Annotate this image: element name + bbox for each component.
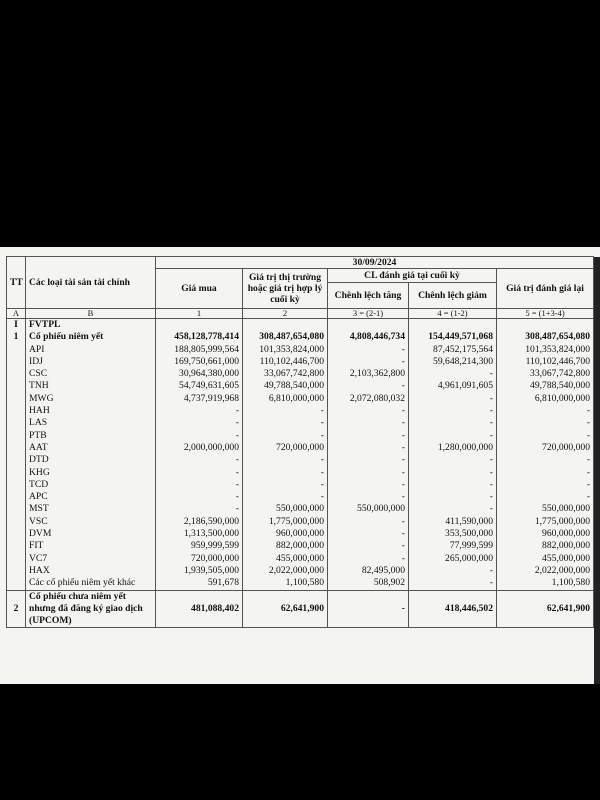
cell-tt [7, 454, 26, 466]
cell-revalued: 882,000,000 [497, 540, 594, 552]
cell-revalued: 62,641,900 [497, 590, 594, 627]
cell-revalued: - [497, 491, 594, 503]
table-row [7, 331, 594, 343]
cell-cost: - [156, 454, 243, 466]
table-row [7, 356, 594, 368]
cell-name: HAX [26, 565, 156, 577]
table-row [7, 380, 594, 392]
cell-decrease: 411,590,000 [409, 516, 497, 528]
table-row [7, 467, 594, 479]
cell-revalued: - [497, 430, 594, 442]
cell-market: 2,022,000,000 [243, 565, 328, 577]
cell-increase: - [328, 417, 409, 429]
cell-tt [7, 565, 26, 577]
cell-decrease: - [409, 467, 497, 479]
index-cell: 3 = (2-1) [328, 309, 409, 319]
cell-cost: 54,749,631,605 [156, 380, 243, 392]
cell-decrease: 418,446,502 [409, 590, 497, 627]
cell-revalued: 960,000,000 [497, 528, 594, 540]
cell-decrease: - [409, 479, 497, 491]
cell-increase: - [328, 516, 409, 528]
cell-decrease: 1,280,000,000 [409, 442, 497, 454]
cell-increase: 550,000,000 [328, 503, 409, 515]
cell-market: 101,353,824,000 [243, 344, 328, 356]
index-row [7, 309, 594, 319]
header-market-value: Giá trị thị trường hoặc giá trị hợp lý cuối kỳ [243, 269, 328, 309]
cell-increase: - [328, 454, 409, 466]
cell-increase: - [328, 467, 409, 479]
cell-market: 1,775,000,000 [243, 516, 328, 528]
cell-decrease: 265,000,000 [409, 553, 497, 565]
cell-cost: - [156, 479, 243, 491]
cell-market: 308,487,654,080 [243, 331, 328, 343]
cell-revalued: 101,353,824,000 [497, 344, 594, 356]
cell-decrease: - [409, 503, 497, 515]
table-row [7, 491, 594, 503]
cell-name: KHG [26, 467, 156, 479]
table-row [7, 393, 594, 405]
table-row [7, 516, 594, 528]
header-decrease: Chênh lệch giảm [409, 283, 497, 309]
cell-revalued: - [497, 479, 594, 491]
cell-tt [7, 344, 26, 356]
cell-tt: 2 [7, 590, 26, 627]
cell-name: LAS [26, 417, 156, 429]
cell-revalued: - [497, 454, 594, 466]
cell-tt [7, 380, 26, 392]
cell-tt: 1 [7, 331, 26, 343]
table-row-upcom [7, 590, 594, 627]
index-cell: 1 [156, 309, 243, 319]
cell-revalued: 455,000,000 [497, 553, 594, 565]
header-revalued: Giá trị đánh giá lại [497, 269, 594, 309]
table-row [7, 430, 594, 442]
cell-revalued: - [497, 417, 594, 429]
cell-revalued: 550,000,000 [497, 503, 594, 515]
cell-decrease [409, 319, 497, 332]
table-row [7, 368, 594, 380]
cell-name: TNH [26, 380, 156, 392]
cell-increase: 2,072,080,032 [328, 393, 409, 405]
cell-market: 62,641,900 [243, 590, 328, 627]
cell-name: DTD [26, 454, 156, 466]
table-row [7, 344, 594, 356]
cell-tt [7, 430, 26, 442]
cell-name: FIT [26, 540, 156, 552]
cell-decrease: - [409, 405, 497, 417]
cell-name: Các cổ phiếu niêm yết khác [26, 577, 156, 590]
cell-cost: 30,964,380,000 [156, 368, 243, 380]
cell-decrease: 4,961,091,605 [409, 380, 497, 392]
cell-increase: - [328, 528, 409, 540]
header-diff-group: CL đánh giá tại cuối kỳ [328, 269, 497, 283]
cell-increase: - [328, 590, 409, 627]
table-row [7, 577, 594, 590]
cell-name: MST [26, 503, 156, 515]
cell-market: 960,000,000 [243, 528, 328, 540]
cell-name: VC7 [26, 553, 156, 565]
cell-name: AAT [26, 442, 156, 454]
cell-decrease: - [409, 491, 497, 503]
cell-name: Cổ phiếu chưa niêm yết nhưng đã đăng ký giao dịch (UPCOM) [26, 590, 156, 627]
cell-tt [7, 393, 26, 405]
cell-tt [7, 405, 26, 417]
table-row [7, 528, 594, 540]
cell-name: APC [26, 491, 156, 503]
cell-tt [7, 503, 26, 515]
cell-cost: 481,088,402 [156, 590, 243, 627]
cell-increase: - [328, 356, 409, 368]
cell-increase: - [328, 553, 409, 565]
cell-tt: I [7, 319, 26, 332]
cell-decrease: - [409, 565, 497, 577]
cell-market: - [243, 467, 328, 479]
cell-name: FVTPL [26, 319, 156, 332]
cell-cost: 458,128,778,414 [156, 331, 243, 343]
cell-market: 1,100,580 [243, 577, 328, 590]
index-cell: A [7, 309, 26, 319]
index-cell: B [26, 309, 156, 319]
cell-name: HAH [26, 405, 156, 417]
cell-cost: - [156, 467, 243, 479]
header-asset-type: Các loại tài sản tài chính [26, 257, 156, 309]
cell-name: DVM [26, 528, 156, 540]
table-row [7, 479, 594, 491]
page-edge-shadow [594, 257, 600, 684]
cell-revalued: 49,788,540,000 [497, 380, 594, 392]
cell-increase: - [328, 540, 409, 552]
cell-name: CSC [26, 368, 156, 380]
header-cost: Giá mua [156, 269, 243, 309]
cell-increase: 82,495,000 [328, 565, 409, 577]
cell-increase: - [328, 380, 409, 392]
cell-tt [7, 577, 26, 590]
cell-increase: - [328, 344, 409, 356]
cell-cost: - [156, 491, 243, 503]
cell-cost: 2,000,000,000 [156, 442, 243, 454]
cell-cost: 188,805,999,564 [156, 344, 243, 356]
cell-market: 110,102,446,700 [243, 356, 328, 368]
cell-cost: 720,000,000 [156, 553, 243, 565]
cell-increase: 4,808,446,734 [328, 331, 409, 343]
table-row [7, 553, 594, 565]
cell-increase: - [328, 442, 409, 454]
cell-cost: - [156, 503, 243, 515]
table-row [7, 442, 594, 454]
cell-name: PTB [26, 430, 156, 442]
table-row [7, 319, 594, 332]
index-cell: 5 = (1+3-4) [497, 309, 594, 319]
cell-decrease: 154,449,571,068 [409, 331, 497, 343]
table-row [7, 454, 594, 466]
cell-tt [7, 368, 26, 380]
cell-market: 882,000,000 [243, 540, 328, 552]
cell-market: - [243, 479, 328, 491]
cell-market: - [243, 405, 328, 417]
financial-assets-table [6, 256, 594, 628]
cell-decrease: 77,999,599 [409, 540, 497, 552]
cell-cost: - [156, 405, 243, 417]
cell-cost: 591,678 [156, 577, 243, 590]
cell-name: TCD [26, 479, 156, 491]
index-cell: 2 [243, 309, 328, 319]
cell-decrease: - [409, 577, 497, 590]
cell-cost: 959,999,599 [156, 540, 243, 552]
table-row [7, 565, 594, 577]
cell-decrease: 353,500,000 [409, 528, 497, 540]
cell-market: - [243, 491, 328, 503]
cell-market: - [243, 430, 328, 442]
cell-cost: - [156, 430, 243, 442]
cell-name: MWG [26, 393, 156, 405]
cell-increase: 508,902 [328, 577, 409, 590]
cell-name: IDJ [26, 356, 156, 368]
cell-decrease: - [409, 430, 497, 442]
cell-tt [7, 528, 26, 540]
cell-increase: 2,103,362,800 [328, 368, 409, 380]
cell-increase: - [328, 491, 409, 503]
cell-tt [7, 356, 26, 368]
cell-increase [328, 319, 409, 332]
index-cell: 4 = (1-2) [409, 309, 497, 319]
table-row [7, 503, 594, 515]
cell-market: - [243, 417, 328, 429]
cell-revalued: 308,487,654,080 [497, 331, 594, 343]
cell-tt [7, 417, 26, 429]
cell-revalued: 6,810,000,000 [497, 393, 594, 405]
cell-decrease: - [409, 368, 497, 380]
cell-market [243, 319, 328, 332]
cell-revalued: 110,102,446,700 [497, 356, 594, 368]
cell-market: - [243, 454, 328, 466]
cell-revalued: - [497, 467, 594, 479]
cell-cost: 1,939,505,000 [156, 565, 243, 577]
cell-market: 49,788,540,000 [243, 380, 328, 392]
cell-cost: 169,750,661,000 [156, 356, 243, 368]
cell-name: API [26, 344, 156, 356]
header-increase: Chênh lệch tăng [328, 283, 409, 309]
cell-increase: - [328, 479, 409, 491]
cell-decrease: - [409, 454, 497, 466]
header-period: 30/09/2024 [156, 257, 594, 269]
table-row [7, 540, 594, 552]
table-row [7, 417, 594, 429]
cell-cost [156, 319, 243, 332]
table-row [7, 405, 594, 417]
cell-tt [7, 491, 26, 503]
cell-cost: 2,186,590,000 [156, 516, 243, 528]
cell-decrease: - [409, 393, 497, 405]
cell-market: 550,000,000 [243, 503, 328, 515]
cell-revalued: - [497, 405, 594, 417]
cell-cost: 1,313,500,000 [156, 528, 243, 540]
cell-cost: - [156, 417, 243, 429]
cell-revalued: 1,100,580 [497, 577, 594, 590]
cell-increase: - [328, 405, 409, 417]
document-sheet [0, 247, 600, 684]
cell-cost: 4,737,919,968 [156, 393, 243, 405]
cell-name: Cổ phiếu niêm yết [26, 331, 156, 343]
cell-tt [7, 442, 26, 454]
cell-market: 6,810,000,000 [243, 393, 328, 405]
cell-tt [7, 479, 26, 491]
cell-market: 455,000,000 [243, 553, 328, 565]
cell-increase: - [328, 430, 409, 442]
cell-revalued: 2,022,000,000 [497, 565, 594, 577]
cell-revalued [497, 319, 594, 332]
cell-revalued: 33,067,742,800 [497, 368, 594, 380]
cell-tt [7, 553, 26, 565]
cell-market: 33,067,742,800 [243, 368, 328, 380]
cell-market: 720,000,000 [243, 442, 328, 454]
cell-revalued: 1,775,000,000 [497, 516, 594, 528]
cell-tt [7, 516, 26, 528]
cell-decrease: 87,452,175,564 [409, 344, 497, 356]
cell-name: VSC [26, 516, 156, 528]
header-tt: TT [7, 257, 26, 309]
cell-decrease: - [409, 417, 497, 429]
cell-tt [7, 467, 26, 479]
cell-decrease: 59,648,214,300 [409, 356, 497, 368]
cell-tt [7, 540, 26, 552]
cell-revalued: 720,000,000 [497, 442, 594, 454]
